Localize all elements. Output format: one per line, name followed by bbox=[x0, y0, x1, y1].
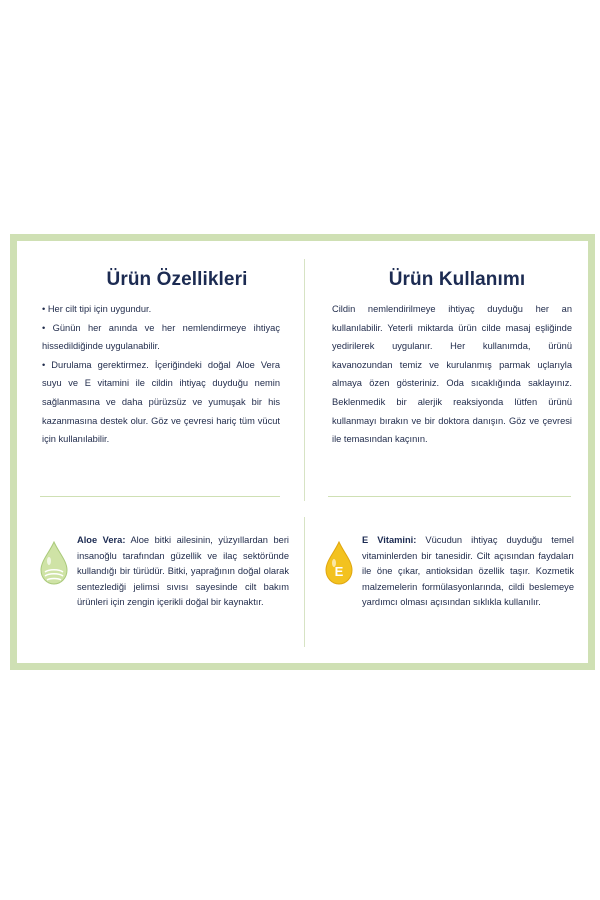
feature-item: • Durulama gerektirmez. İçeriğindeki doğal Aloe Vera suyu ve E vitamini ile cildin ihtiyaç duyduğu nemin sağlanmasına ve daha pürüzsüz ve yumuşak bir his kazanmasına destek olur. Göz ve çevresi hariç tüm vücut için kullanılabilir. bbox=[42, 359, 280, 445]
usage-text bbox=[332, 300, 572, 449]
aloe-vera-label: Aloe Vera: bbox=[77, 535, 126, 545]
vitamin-e-text bbox=[362, 533, 574, 611]
features-heading: Ürün Özellikleri bbox=[106, 269, 248, 290]
aloe-drop-icon bbox=[39, 541, 69, 590]
product-info-card bbox=[10, 234, 595, 670]
usage-heading: Ürün Kullanımı bbox=[388, 269, 526, 290]
aloe-vera-text bbox=[77, 533, 289, 611]
vertical-divider-top bbox=[304, 259, 305, 501]
vertical-divider-bottom bbox=[304, 517, 305, 647]
horizontal-divider-right bbox=[328, 496, 571, 497]
aloe-vera-description: Aloe bitki ailesinin, yüzyıllardan beri insanoğlu tarafından güzellik ve ilaç sektöründe kullandığı bir türüdür. Bitki, yaprağının doğal olarak sentezlediği jelimsi sıvısı sayesinde cilt bakım ürünleri için zengin içerikli doğal bir kaynaktır. bbox=[77, 535, 289, 607]
feature-item: • Günün her anında ve her nemlendirmeye ihtiyaç hissedildiğinde uygulanabilir. bbox=[42, 322, 280, 352]
vitamin-e-letter: E bbox=[334, 564, 344, 579]
feature-item: • Her cilt tipi için uygundur. bbox=[42, 304, 152, 314]
features-list bbox=[42, 300, 280, 449]
usage-paragraph: Cildin nemlendirilmeye ihtiyaç duyduğu her an kullanılabilir. Yeterli miktarda ürün cilde masaj eşliğinde yedirilerek uygulanır. Her kullanımda, ürünü kavanozundan temiz ve kurulanmış parmak uçlarıyla almaya özen gösteriniz. Oda sıcaklığında saklayınız. Beklenmedik bir alerjik reaksiyonda lütfen ürünü kullanmayı bırakın ve bir doktora danışın. Göz ve çevresi ile temasından kaçının. bbox=[332, 304, 572, 445]
vitamin-e-drop-icon bbox=[324, 541, 354, 590]
vitamin-e-label: E Vitamini: bbox=[362, 535, 417, 545]
horizontal-divider-left bbox=[40, 496, 280, 497]
vitamin-e-description: Vücudun ihtiyaç duyduğu temel vitaminlerden bir tanesidir. Cilt açısından faydaları ile öne çıkar, antioksidan özellik taşır. Kozmetik malzemelerin formülasyonlarında, cildi beslemeye yardımcı olması açısından sıklıkla kullanılır. bbox=[362, 535, 574, 607]
